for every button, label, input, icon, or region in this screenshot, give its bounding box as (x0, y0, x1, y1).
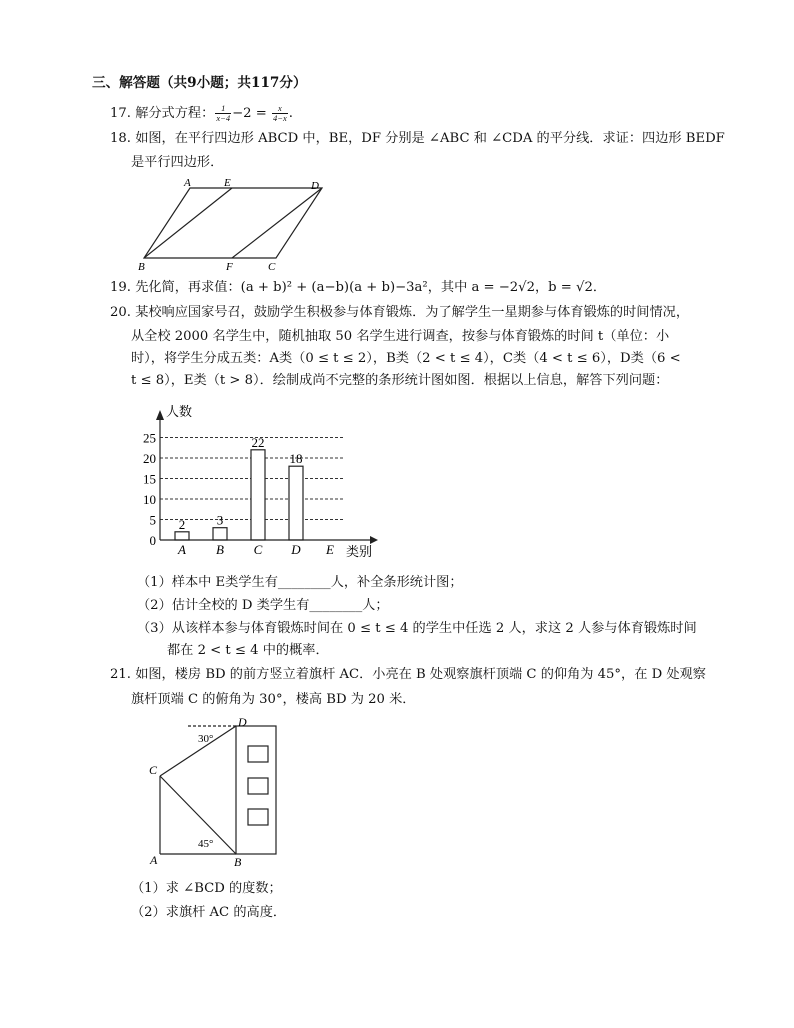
y-tick-label: 0 (149, 533, 156, 548)
x-tick-label: D (291, 542, 301, 557)
question-18: 18. 如图，在平行四边形 ABCD 中，BE，DF 分别是 ∠ABC 和 ∠CDA 的平分线．求证：四边形 BEDF (110, 131, 725, 146)
data-label-A: 2 (178, 516, 186, 532)
y-axis-arrow (156, 410, 164, 420)
window-1 (248, 746, 268, 762)
label-f: F (226, 261, 233, 273)
question-21: 21. 如图，楼房 BD 的前方竖立着旗杆 AC．小亮在 B 处观察旗杆顶端 C 的仰角为 45°，在 D 处观察 (110, 667, 706, 682)
bar-C (251, 450, 265, 540)
question-21-sub2: （2）求旗杆 AC 的高度． (131, 905, 287, 920)
question-20-line4: t ≤ 8），E类（t > 8）．绘制成尚不完整的条形统计图如图．根据以上信息，解答下列问题： (131, 373, 669, 388)
label-d: D (311, 180, 319, 192)
y-tick-label: 20 (143, 451, 156, 466)
label-a: A (184, 178, 191, 189)
question-20-sub3: （3）从该样本参与体育锻炼时间在 0 ≤ t ≤ 4 的学生中任选 2 人，求这 2 人参与体育锻炼时间 (137, 621, 697, 636)
x-tick-label: B (216, 542, 224, 557)
label-e: E (224, 178, 231, 189)
y-axis-label: 人数 (166, 404, 193, 419)
label-c: C (149, 763, 158, 777)
question-20-sub1: （1）样本中 E类学生有________人，补全条形统计图； (137, 575, 463, 590)
x-axis-arrow (370, 536, 378, 544)
question-20: 20. 某校响应国家号召，鼓励学生积极参与体育锻炼．为了解学生一星期参与体育锻炼的时间情况， (110, 305, 690, 320)
question-18-line2: 是平行四边形． (131, 155, 224, 170)
question-20-sub2: （2）估计全校的 D 类学生有________人； (137, 598, 389, 613)
x-axis-label: 类别 (346, 544, 373, 559)
label-a: A (150, 853, 158, 867)
question-17: 17. 解分式方程： $\frac{1}{x-4}$ −2 = $\frac{x}{4-x}$ . (110, 103, 293, 123)
parallelogram-figure (128, 178, 338, 274)
label-c: C (268, 261, 276, 273)
question-19: 19. 先化简，再求值：(a + b)² + (a−b)(a + b)−3a²，其中 a = −2√2，b = √2． (110, 280, 607, 295)
building-bd (236, 726, 276, 854)
question-20-line3: 时），将学生分成五类：A类（0 ≤ t ≤ 2），B类（2 < t ≤ 4），C类（4 < t ≤ 6），D类（6 < (131, 351, 681, 366)
data-label-D: 18 (289, 451, 303, 467)
segment-df (232, 188, 322, 258)
label-b: B (234, 855, 242, 869)
data-label-B: 3 (216, 512, 224, 528)
y-tick-label: 25 (143, 430, 156, 446)
window-2 (248, 778, 268, 794)
x-tick-label: E (326, 542, 334, 557)
section-title: 三、解答题（共9小题；共117分） (92, 75, 307, 91)
bar-D (289, 466, 303, 540)
bar-B (213, 528, 227, 540)
bar-A (175, 532, 189, 540)
y-tick-label: 5 (149, 512, 156, 528)
flagpole-building-figure (140, 714, 300, 874)
parallelogram-abcd (144, 188, 322, 258)
question-21-line2: 旗杆顶端 C 的俯角为 30°，楼高 BD 为 20 米． (131, 692, 416, 707)
segment-be (144, 188, 232, 258)
x-tick-label: A (178, 542, 186, 557)
y-tick-label: 10 (143, 492, 156, 507)
label-d: D (238, 715, 247, 729)
question-21-sub1: （1）求 ∠BCD 的度数； (131, 881, 282, 896)
angle-30-label: 30° (198, 733, 214, 745)
data-label-C: 22 (251, 434, 265, 450)
angle-45-label: 45° (198, 838, 214, 850)
y-tick-label: 15 (143, 471, 156, 487)
question-20-sub3-line2: 都在 2 < t ≤ 4 中的概率． (167, 643, 329, 658)
x-tick-label: C (253, 542, 263, 557)
window-3 (248, 809, 268, 825)
bar-chart (140, 402, 390, 567)
question-20-line2: 从全校 2000 名学生中，随机抽取 50 名学生进行调查，按参与体育锻炼的时间 t（单位：小 (131, 329, 670, 344)
label-b: B (138, 261, 145, 273)
